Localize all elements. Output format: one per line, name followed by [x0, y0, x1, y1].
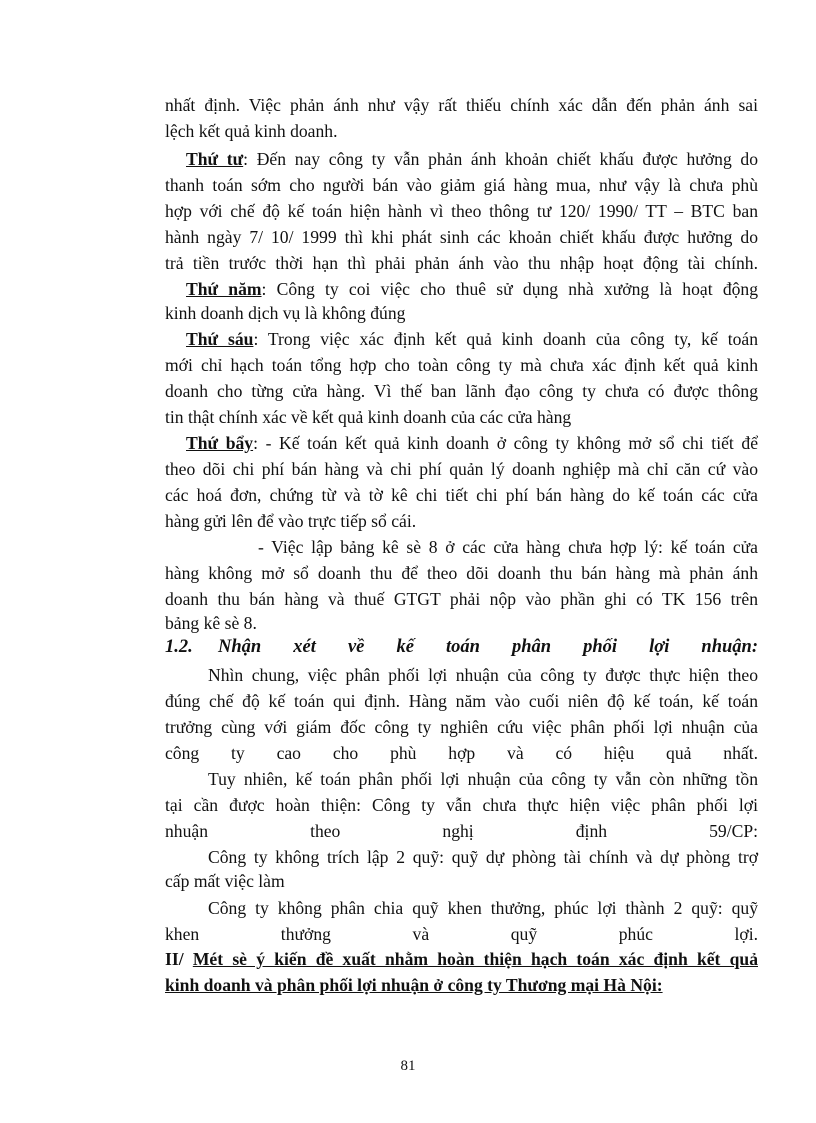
paragraph-line: hàng không mở sổ doanh thu để theo dõi doanh thu bán hàng mà phản ánh	[165, 563, 758, 583]
paragraph-line-thu-nam	[186, 276, 758, 302]
subsection-number: 1.2.	[165, 637, 193, 657]
section-heading-line	[165, 946, 758, 972]
paragraph-line: nhuận theo nghị định 59/CP:	[165, 821, 758, 841]
label-thu-sau: Thứ sáu	[186, 329, 254, 349]
paragraph-line: trả tiền trước thời hạn thì phải phản ánh vào thu nhập hoạt động tài chính.	[165, 253, 758, 273]
text-span: : Đến nay công ty vẫn phản ánh khoản chiết khấu được hưởng do	[243, 149, 758, 169]
paragraph-line: trưởng cùng với giám đốc công ty nghiên cứu việc phân phối lợi nhuận của	[165, 717, 758, 737]
paragraph-line: các hoá đơn, chứng từ và tờ kê chi tiết chi phí bán hàng do kế toán các cửa	[165, 485, 758, 505]
section-title: Mét sè ý kiến đề xuất nhằm hoàn thiện hạch toán xác định kết quả	[192, 949, 758, 969]
paragraph-line: theo dõi chi phí bán hàng và chi phí quản lý doanh nghiệp mà chỉ căn cứ vào	[165, 459, 758, 479]
label-thu-tu: Thứ tư	[186, 149, 244, 169]
paragraph-line: bảng kê sè 8.	[165, 613, 257, 633]
section-title: kinh doanh và phân phối lợi nhuận ở công ty Thương mại Hà Nội:	[165, 975, 663, 995]
section-number: II/	[165, 949, 193, 969]
paragraph-line: mới chỉ hạch toán tổng hợp cho toàn công ty mà chưa xác định kết quả kinh	[165, 355, 758, 375]
paragraph-line: - Việc lập bảng kê sè 8 ở các cửa hàng chưa hợp lý: kế toán cửa	[258, 537, 758, 557]
paragraph-line: hợp với chế độ kế toán hiện hành vì theo thông tư 120/ 1990/ TT – BTC ban	[165, 201, 758, 221]
paragraph-line-thu-sau	[186, 326, 758, 352]
paragraph-line: Nhìn chung, việc phân phối lợi nhuận của công ty được thực hiện theo	[208, 665, 758, 685]
subsection-heading: Nhận xét về kế toán phân phối lợi nhuận:	[218, 637, 758, 657]
paragraph-line-thu-tu	[186, 146, 758, 172]
label-thu-nam: Thứ năm	[186, 279, 262, 299]
paragraph-line: cấp mất việc làm	[165, 871, 285, 891]
paragraph-line: công ty cao cho phù hợp và có hiệu quả nhất.	[165, 743, 758, 763]
paragraph-line: tin thật chính xác về kết quả kinh doanh của các cửa hàng	[165, 407, 572, 427]
paragraph-line-thu-bay	[186, 430, 758, 456]
text-span: : Công ty coi việc cho thuê sử dụng nhà xưởng là hoạt động	[261, 279, 759, 299]
paragraph-line: Tuy nhiên, kế toán phân phối lợi nhuận của công ty vẫn còn những tồn	[208, 769, 758, 789]
paragraph-line: thanh toán sớm cho người bán vào giảm giá hàng mua, như vậy là chưa phù	[165, 175, 758, 195]
paragraph-line: khen thưởng và quỹ phúc lợi.	[165, 924, 758, 944]
section-heading-line	[165, 972, 758, 998]
paragraph-line: hàng gửi lên để vào trực tiếp sổ cái.	[165, 511, 417, 531]
paragraph-line: hành ngày 7/ 10/ 1999 thì khi phát sinh các khoản chiết khấu được hưởng do	[165, 227, 758, 247]
paragraph-line: Công ty không trích lập 2 quỹ: quỹ dự phòng tài chính và dự phòng trợ	[208, 847, 758, 867]
paragraph-line: nhất định. Việc phản ánh như vậy rất thiếu chính xác dẫn đến phản ánh sai	[165, 95, 758, 115]
paragraph-line: đúng chế độ kế toán qui định. Hàng năm vào cuối niên độ kế toán, kế toán	[165, 691, 758, 711]
paragraph-line: Công ty không phân chia quỹ khen thưởng, phúc lợi thành 2 quỹ: quỹ	[208, 898, 758, 918]
label-thu-bay: Thứ bẩy	[186, 433, 254, 453]
paragraph-line: tại cần được hoàn thiện: Công ty vẫn chưa thực hiện việc phân phối lợi	[165, 795, 758, 815]
text-span: : - Kế toán kết quả kinh doanh ở công ty không mở sổ chi tiết để	[253, 433, 758, 453]
paragraph-line: doanh cho từng cửa hàng. Vì thế ban lãnh đạo công ty chưa có được thông	[165, 381, 758, 401]
paragraph-line: doanh thu bán hàng và thuế GTGT phải nộp vào phần ghi có TK 156 trên	[165, 589, 758, 609]
text-span: : Trong việc xác định kết quả kinh doanh của công ty, kế toán	[253, 329, 759, 349]
page-number: 81	[400, 1058, 416, 1074]
paragraph-line: kinh doanh dịch vụ là không đúng	[165, 303, 406, 323]
paragraph-line: lệch kết quả kinh doanh.	[165, 121, 338, 141]
